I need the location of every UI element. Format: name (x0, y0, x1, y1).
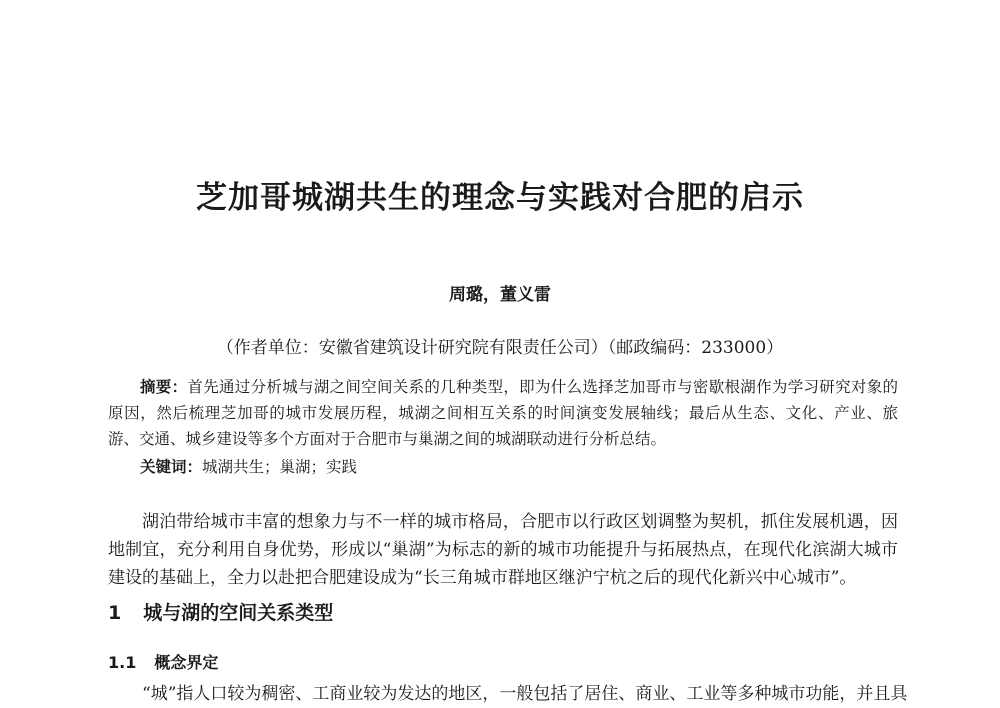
abstract-text: 首先通过分析城与湖之间空间关系的几种类型，即为什么选择芝加哥市与密歇根湖作为学习研究对象的原因，然后梳理芝加哥的城市发展历程，城湖之间相互关系的时间演变发展轴线；最后从生态、文化、产业、旅游、交通、城乡建设等多个方面对于合肥市与巢湖之间的城湖联动进行分析总结。 (108, 378, 898, 448)
paper-authors: 周璐，董义雷 (449, 285, 551, 305)
subsection-heading (108, 650, 218, 673)
keywords-label: 关键词： (140, 458, 203, 476)
section-number: 1 (108, 602, 122, 624)
keywords-text: 城湖共生；巢湖；实践 (202, 458, 358, 476)
intro-paragraph: 湖泊带给城市丰富的想象力与不一样的城市格局，合肥市以行政区划调整为契机，抓住发展机遇，因地制宜，充分利用自身优势，形成以“巢湖”为标志的新的城市功能提升与拓展热点，在现代化滨湖大城市建设的基础上，全力以赴把合肥建设成为“长三角城市群地区继沪宁杭之后的现代化新兴中心城市”。 (108, 512, 898, 588)
abstract-label: 摘要： (140, 378, 188, 396)
keywords-block (140, 455, 357, 477)
section-title: 城与湖的空间关系类型 (143, 602, 334, 624)
paper-title: 芝加哥城湖共生的理念与实践对合肥的启示 (196, 180, 804, 216)
subsection-number: 1.1 (108, 653, 137, 672)
body-text-line: “城”指人口较为稠密、工商业较为发达的地区，一般包括了居住、商业、工业等多种城市功能，并且具 (142, 684, 908, 704)
abstract-block (108, 374, 898, 452)
subsection-title: 概念界定 (154, 653, 219, 672)
section-heading (108, 598, 333, 625)
paper-affiliation: （作者单位：安徽省建筑设计研究院有限责任公司）（邮政编码：233000） (216, 338, 784, 358)
